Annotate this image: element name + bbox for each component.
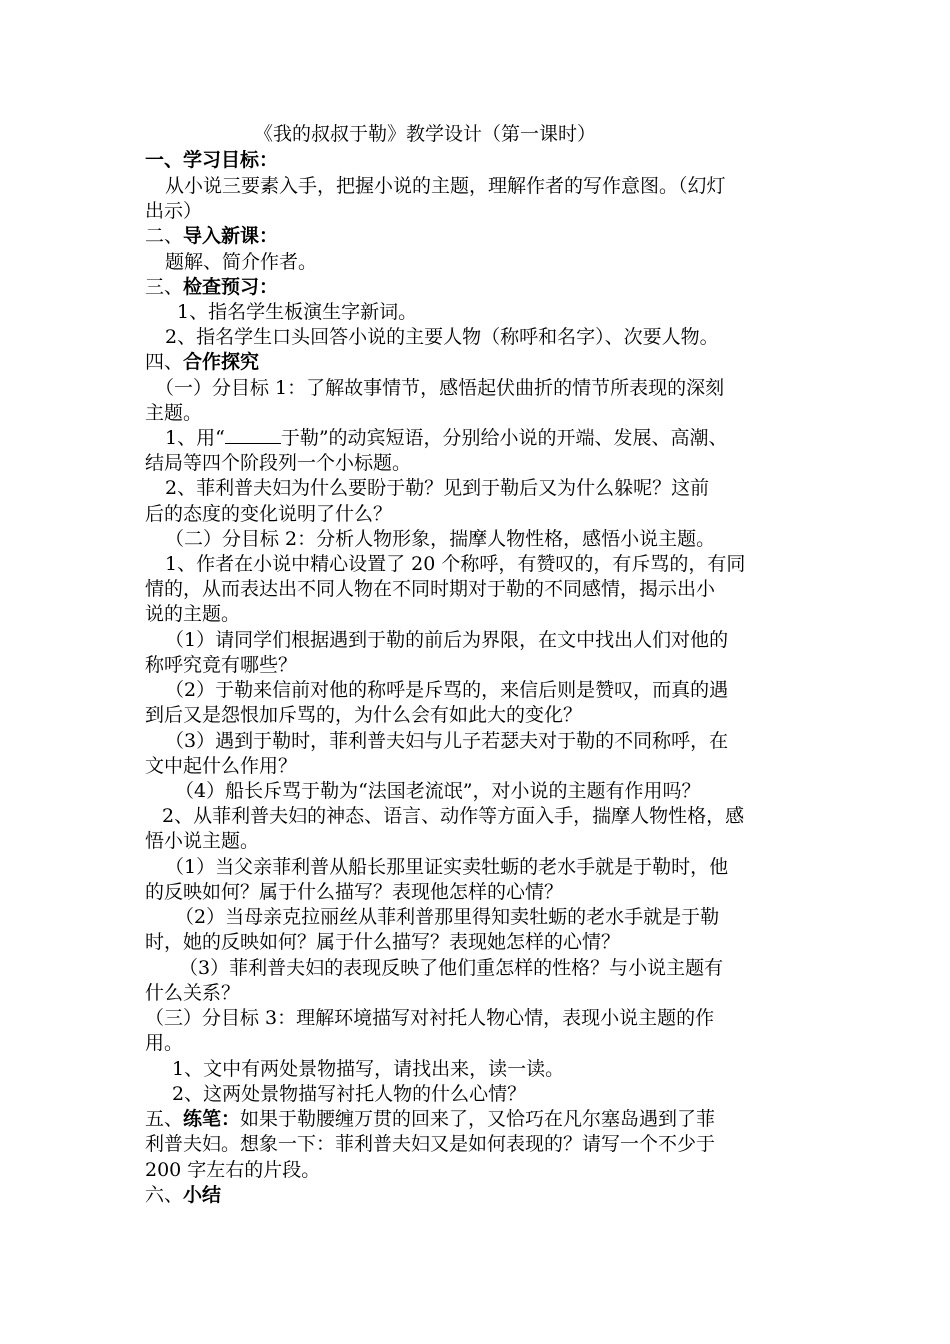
section-4-heading bbox=[145, 350, 259, 375]
paragraph-line: 称呼究竟有哪些？ bbox=[145, 654, 298, 676]
paragraph-line: （一）分目标 1：了解故事情节，感悟起伏曲折的情节所表现的深刻 bbox=[155, 377, 725, 399]
section-4-title: 合作探究 bbox=[183, 351, 260, 373]
paragraph-line: 题解、简介作者。 bbox=[165, 251, 318, 273]
paragraph-line: （二）分目标 2：分析人物形象，揣摩人物性格，感悟小说主题。 bbox=[165, 528, 716, 550]
section-3-number: 三、 bbox=[145, 276, 184, 298]
paragraph-line: 文中起什么作用？ bbox=[145, 755, 298, 777]
paragraph-line: （1）请同学们根据遇到于勒的前后为界限，在文中找出人们对他的 bbox=[165, 629, 729, 651]
section-4-number: 四、 bbox=[145, 351, 184, 373]
paragraph-line: 2、菲利普夫妇为什么要盼于勒？见到于勒后又为什么躲呢？这前 bbox=[165, 477, 710, 499]
paragraph-line: 什么关系？ bbox=[145, 982, 241, 1004]
paragraph-line: （3）遇到于勒时，菲利普夫妇与儿子若瑟夫对于勒的不同称呼，在 bbox=[165, 730, 729, 752]
section-6-number: 六、 bbox=[145, 1184, 184, 1206]
section-5-line bbox=[145, 1107, 715, 1132]
section-5-title: 练笔： bbox=[183, 1108, 241, 1130]
paragraph-line: 1、指名学生板演生字新词。 bbox=[177, 301, 418, 323]
paragraph-fragment: 如果于勒腰缠万贯的回来了，又恰巧在凡尔塞岛遇到了菲 bbox=[240, 1108, 716, 1130]
paragraph-line: 2、从菲利普夫妇的神态、语言、动作等方面入手，揣摩人物性格，感 bbox=[162, 805, 745, 827]
section-6-heading bbox=[145, 1183, 221, 1208]
section-5-number: 五、 bbox=[145, 1108, 184, 1130]
paragraph-line: 2、指名学生口头回答小说的主要人物（称呼和名字）、次要人物。 bbox=[165, 326, 719, 348]
paragraph-fragment: 1、用“ bbox=[165, 427, 225, 449]
section-2-number: 二、 bbox=[145, 225, 184, 247]
paragraph-line bbox=[165, 426, 728, 451]
section-1-number: 一、 bbox=[145, 149, 184, 171]
paragraph-line: 时，她的反映如何？属于什么描写？表现她怎样的心情？ bbox=[145, 931, 621, 953]
paragraph-line: （三）分目标 3：理解环境描写对衬托人物心情，表现小说主题的作 bbox=[145, 1007, 715, 1029]
paragraph-line: 1、文中有两处景物描写，请找出来，读一读。 bbox=[172, 1058, 565, 1080]
paragraph-line: （2）于勒来信前对他的称呼是斥骂的，来信后则是赞叹，而真的遇 bbox=[165, 679, 729, 701]
paragraph-line: （2）当母亲克拉丽丝从菲利普那里得知卖牡蛎的老水手就是于勒 bbox=[175, 906, 720, 928]
paragraph-line: 到后又是怨恨加斥骂的，为什么会有如此大的变化？ bbox=[145, 704, 583, 726]
paragraph-line: 说的主题。 bbox=[145, 603, 241, 625]
fill-in-blank bbox=[225, 426, 281, 444]
paragraph-line: 从小说三要素入手，把握小说的主题，理解作者的写作意图。（幻灯 bbox=[165, 175, 726, 197]
paragraph-line: 的反映如何？属于什么描写？表现他怎样的心情？ bbox=[145, 881, 564, 903]
paragraph-line: 悟小说主题。 bbox=[145, 830, 260, 852]
paragraph-line: （1）当父亲菲利普从船长那里证实卖牡蛎的老水手就是于勒时，他 bbox=[165, 856, 729, 878]
section-1-title: 学习目标： bbox=[183, 149, 279, 171]
paragraph-line: 结局等四个阶段列一个小标题。 bbox=[145, 452, 412, 474]
section-6-title: 小结 bbox=[183, 1184, 222, 1206]
paragraph-line: （4）船长斥骂于勒为“法国老流氓”，对小说的主题有作用吗？ bbox=[175, 780, 701, 802]
paragraph-fragment: 于勒”的动宾短语，分别给小说的开端、发展、高潮、 bbox=[280, 427, 728, 449]
paragraph-line: （3）菲利普夫妇的表现反映了他们重怎样的性格？与小说主题有 bbox=[179, 957, 724, 979]
paragraph-line: 2、这两处景物描写衬托人物的什么心情？ bbox=[172, 1083, 527, 1105]
section-1-heading bbox=[145, 148, 278, 173]
section-2-heading bbox=[145, 224, 278, 249]
section-3-heading bbox=[145, 275, 278, 300]
paragraph-line: 出示） bbox=[145, 200, 203, 222]
paragraph-line: 用。 bbox=[145, 1032, 184, 1054]
page-title: 《我的叔叔于勒》教学设计（第一课时） bbox=[254, 123, 597, 145]
paragraph-line: 后的态度的变化说明了什么？ bbox=[145, 503, 393, 525]
paragraph-line: 情的，从而表达出不同人物在不同时期对于勒的不同感情，揭示出小 bbox=[145, 578, 716, 600]
section-3-title: 检查预习： bbox=[183, 276, 279, 298]
section-2-title: 导入新课： bbox=[183, 225, 279, 247]
paragraph-line: 200 字左右的片段。 bbox=[145, 1159, 321, 1181]
paragraph-line: 主题。 bbox=[145, 402, 203, 424]
paragraph-line: 1、作者在小说中精心设置了 20 个称呼，有赞叹的，有斥骂的，有同 bbox=[165, 553, 746, 575]
paragraph-line: 利普夫妇。想象一下：菲利普夫妇又是如何表现的？请写一个不少于 bbox=[145, 1133, 716, 1155]
